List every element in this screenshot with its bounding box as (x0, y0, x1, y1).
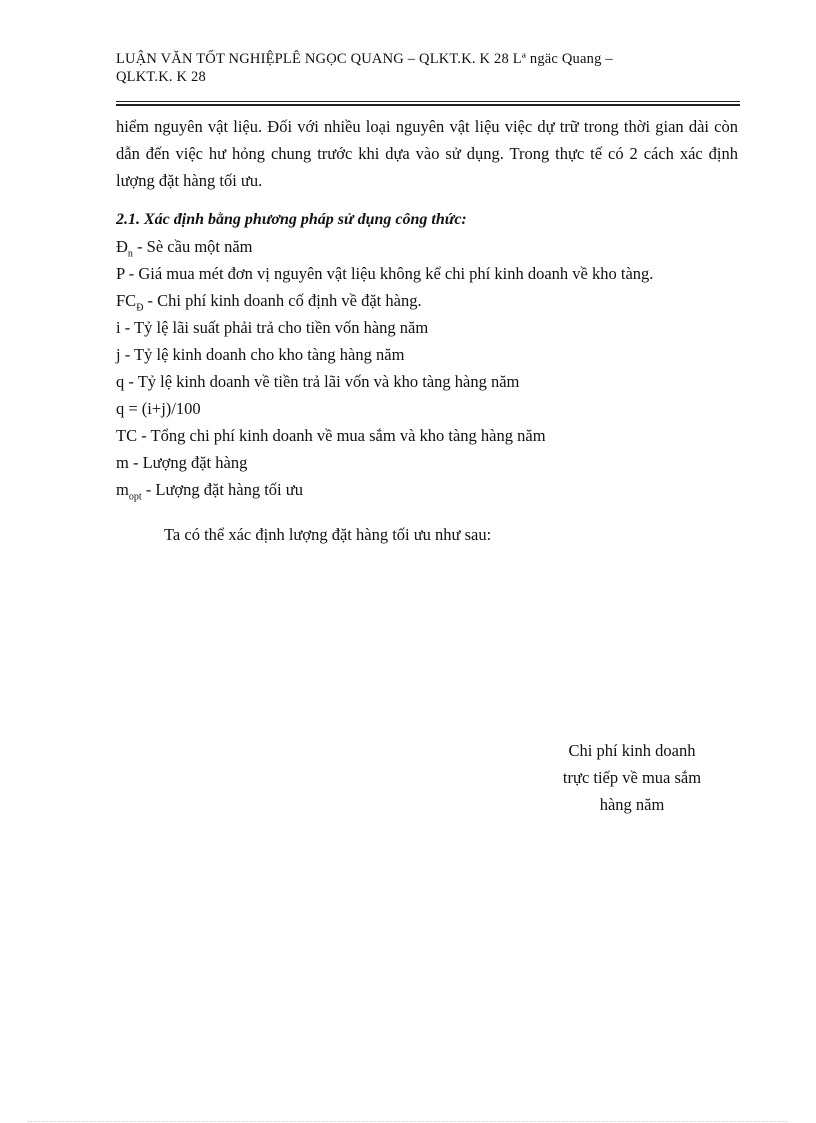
definition-item: $Đ_n$ - Sè cầu một năm (116, 237, 253, 260)
page-bottom-border (28, 1121, 788, 1122)
header-rule-thin (116, 101, 740, 102)
definition-item: m - Lượng đặt hàng (116, 453, 248, 472)
page-header (116, 50, 740, 86)
definition-item: i - Tỷ lệ lãi suất phải trả cho tiền vốn hàng năm (116, 318, 429, 337)
header-line-2: QLKT.K. K 28 (116, 69, 206, 85)
definition-item: $FC_Đ$ - Chi phí kinh doanh cố định về đặt hàng. (116, 291, 422, 314)
intro-paragraph: hiểm nguyên vật liệu. Đối với nhiều loại nguyên vật liệu việc dự trữ trong thời gian dài còn dẫn đến việc hư hỏng chung trước khi dựa vào sử dụng. Trong thực tế có 2 cách xác định lượng đặt hàng tối ưu. (116, 117, 738, 190)
cost-caption (544, 737, 720, 818)
caption-line-3: hàng năm (599, 795, 665, 814)
caption-line-1: Chi phí kinh doanh (568, 741, 696, 760)
definition-item: P - Giá mua mét đơn vị nguyên vật liệu không kể chi phí kinh doanh về kho tàng. (116, 264, 654, 283)
definition-list (116, 233, 738, 503)
section-title: 2.1. Xác định bằng phương pháp sử dụng công thức: (116, 211, 467, 228)
header-line-1: LUẬN VĂN TỐT NGHIỆPLÊ NGỌC QUANG – QLKT.K. K 28 Lª ngäc Quang – (116, 51, 613, 67)
definition-item: j - Tỷ lệ kinh doanh cho kho tàng hàng năm (116, 345, 405, 364)
definition-item: TC - Tổng chi phí kinh doanh về mua sắm và kho tàng hàng năm (116, 426, 546, 445)
header-rule-thick (116, 104, 740, 106)
caption-line-2: trực tiếp về mua sắm (562, 768, 702, 787)
definition-item: q - Tỷ lệ kinh doanh về tiền trả lãi vốn và kho tàng hàng năm (116, 372, 520, 391)
formula-line: q = (i+j)/100 (116, 399, 201, 418)
definition-item: $m_{opt}$ - Lượng đặt hàng tối ưu (116, 480, 303, 503)
formula-intro: Ta có thể xác định lượng đặt hàng tối ưu như sau: (164, 525, 492, 544)
